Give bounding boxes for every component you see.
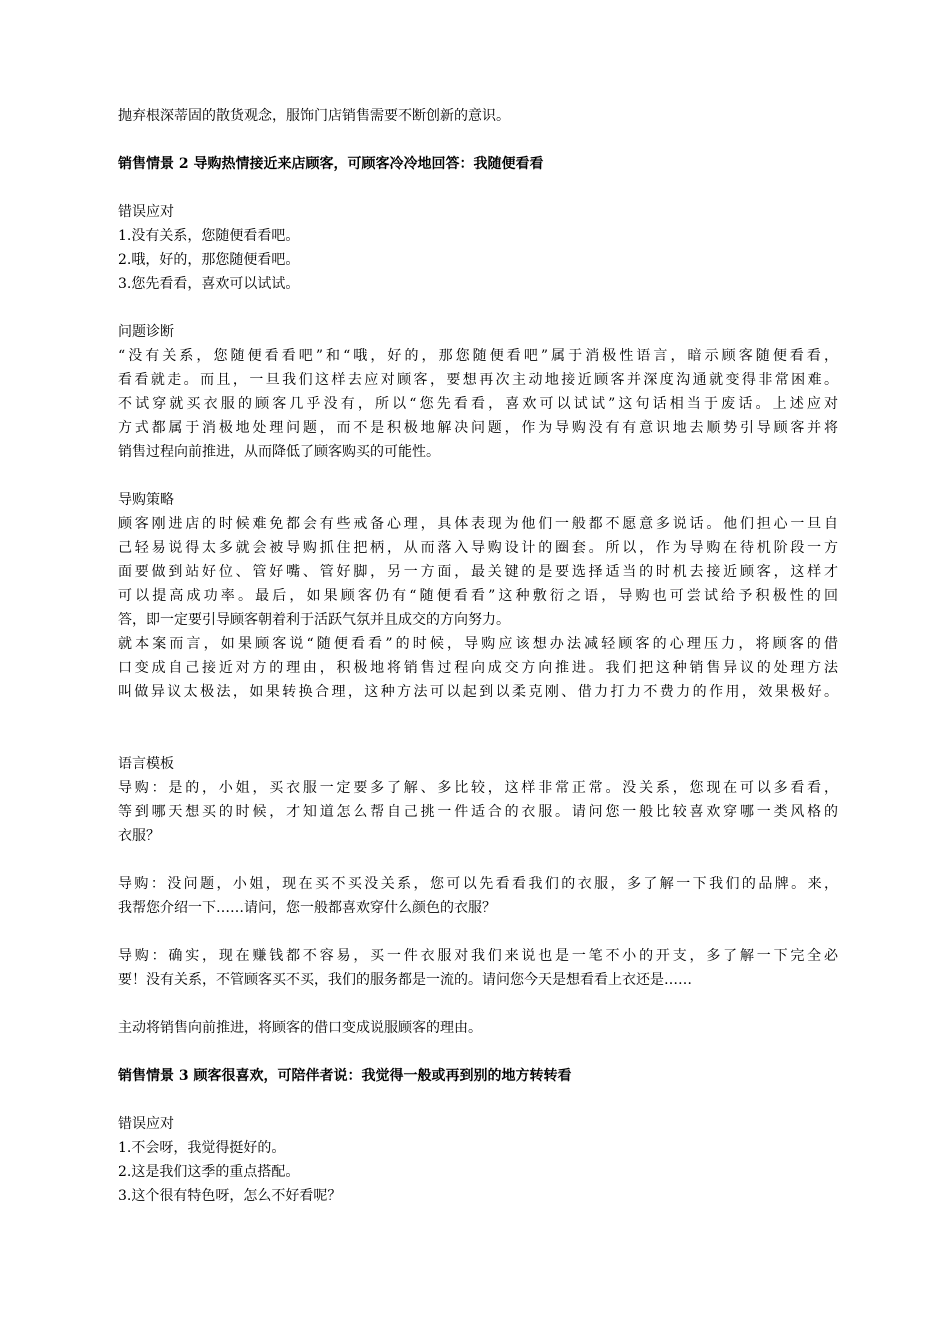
strategy-line: 己轻易说得太多就会被导购抓住把柄，从而落入导购设计的圈套。所以，作为导购在待机阶段一方 [118,540,838,556]
spacer [118,296,838,320]
scene2-wrong-title: 错误应对 [118,204,174,220]
scene2-wrong-item: 1.没有关系，您随便看看吧。 [118,228,300,244]
spacer [118,128,838,152]
diagnosis-line: 不试穿就买衣服的顾客几乎没有，所以“您先看看，喜欢可以试试”这句话相当于废话。上述应对 [118,396,838,412]
strategy-title: 导购策略 [118,492,174,508]
spacer [118,1040,838,1064]
templates-summary: 主动将销售向前推进，将顾客的借口变成说服顾客的理由。 [118,1020,482,1036]
spacer [118,848,838,872]
strategy-line: 叫做异议太极法，如果转换合理，这种方法可以起到以柔克刚、借力打力不费力的作用，效果极好。 [118,684,838,700]
template-line: 导购：没问题，小姐，现在买不买没关系，您可以先看看我们的衣服，多了解一下我们的品牌。来， [118,876,838,892]
template-line: 导购：是的，小姐，买衣服一定要多了解、多比较，这样非常正常。没关系，您现在可以多看看， [118,780,838,796]
templates-title: 语言模板 [118,756,174,772]
spacer [118,1088,838,1112]
scene2-wrong-item: 3.您先看看，喜欢可以试试。 [118,276,300,292]
scene3-wrong-item: 3.这个很有特色呀，怎么不好看呢？ [118,1188,342,1204]
strategy-line: 可以提高成功率。最后，如果顾客仍有“随便看看”这种敷衍之语，导购也可尝试给予积极性的回 [118,588,838,604]
diagnosis-line: 方式都属于消极地处理问题，而不是积极地解决问题，作为导购没有有意识地去顺势引导顾客并将 [118,420,838,436]
document-page [118,104,838,1208]
template-line: 导购：确实，现在赚钱都不容易，买一件衣服对我们来说也是一笔不小的开支，多了解一下完全必 [118,948,838,964]
strategy-line: 口变成自己接近对方的理由，积极地将销售过程向成交方向推进。我们把这种销售异议的处理方法 [118,660,838,676]
diagnosis-line: 看看就走。而且，一旦我们这样去应对顾客，要想再次主动地接近顾客并深度沟通就变得非常困难。 [118,372,838,388]
scene3-wrong-title: 错误应对 [118,1116,174,1132]
spacer [118,464,838,488]
template-line: 衣服？ [118,828,160,844]
template-line: 等到哪天想买的时候，才知道怎么帮自己挑一件适合的衣服。请问您一般比较喜欢穿哪一类风格的 [118,804,838,820]
scene3-wrong-item: 1.不会呀，我觉得挺好的。 [118,1140,286,1156]
template-line: 我帮您介绍一下……请问，您一般都喜欢穿什么颜色的衣服？ [118,900,496,916]
intro-line: 抛弃根深蒂固的散货观念，服饰门店销售需要不断创新的意识。 [118,108,510,124]
strategy-line: 就本案而言，如果顾客说“随便看看”的时候，导购应该想办法减轻顾客的心理压力，将顾客的借 [118,636,838,652]
strategy-line: 答，即一定要引导顾客朝着利于活跃气氛并且成交的方向努力。 [118,612,510,628]
scene3-heading: 销售情景 3 顾客很喜欢，可陪伴者说：我觉得一般或再到别的地方转转看 [118,1068,572,1084]
diagnosis-title: 问题诊断 [118,324,174,340]
scene2-heading: 销售情景 2 导购热情接近来店顾客，可顾客冷冷地回答：我随便看看 [118,156,544,172]
spacer [118,992,838,1016]
spacer [118,704,838,752]
spacer [118,176,838,200]
template-line: 要！没有关系，不管顾客买不买，我们的服务都是一流的。请问您今天是想看看上衣还是…… [118,972,692,988]
spacer [118,920,838,944]
diagnosis-line: “没有关系，您随便看看吧”和“哦，好的，那您随便看吧”属于消极性语言，暗示顾客随便看看， [118,348,838,364]
scene2-wrong-item: 2.哦，好的，那您随便看吧。 [118,252,300,268]
strategy-line: 面要做到站好位、管好嘴、管好脚，另一方面，最关键的是要选择适当的时机去接近顾客，这样才 [118,564,838,580]
diagnosis-line: 销售过程向前推进，从而降低了顾客购买的可能性。 [118,444,440,460]
strategy-line: 顾客刚进店的时候难免都会有些戒备心理，具体表现为他们一般都不愿意多说话。他们担心一旦自 [118,516,838,532]
scene3-wrong-item: 2.这是我们这季的重点搭配。 [118,1164,300,1180]
